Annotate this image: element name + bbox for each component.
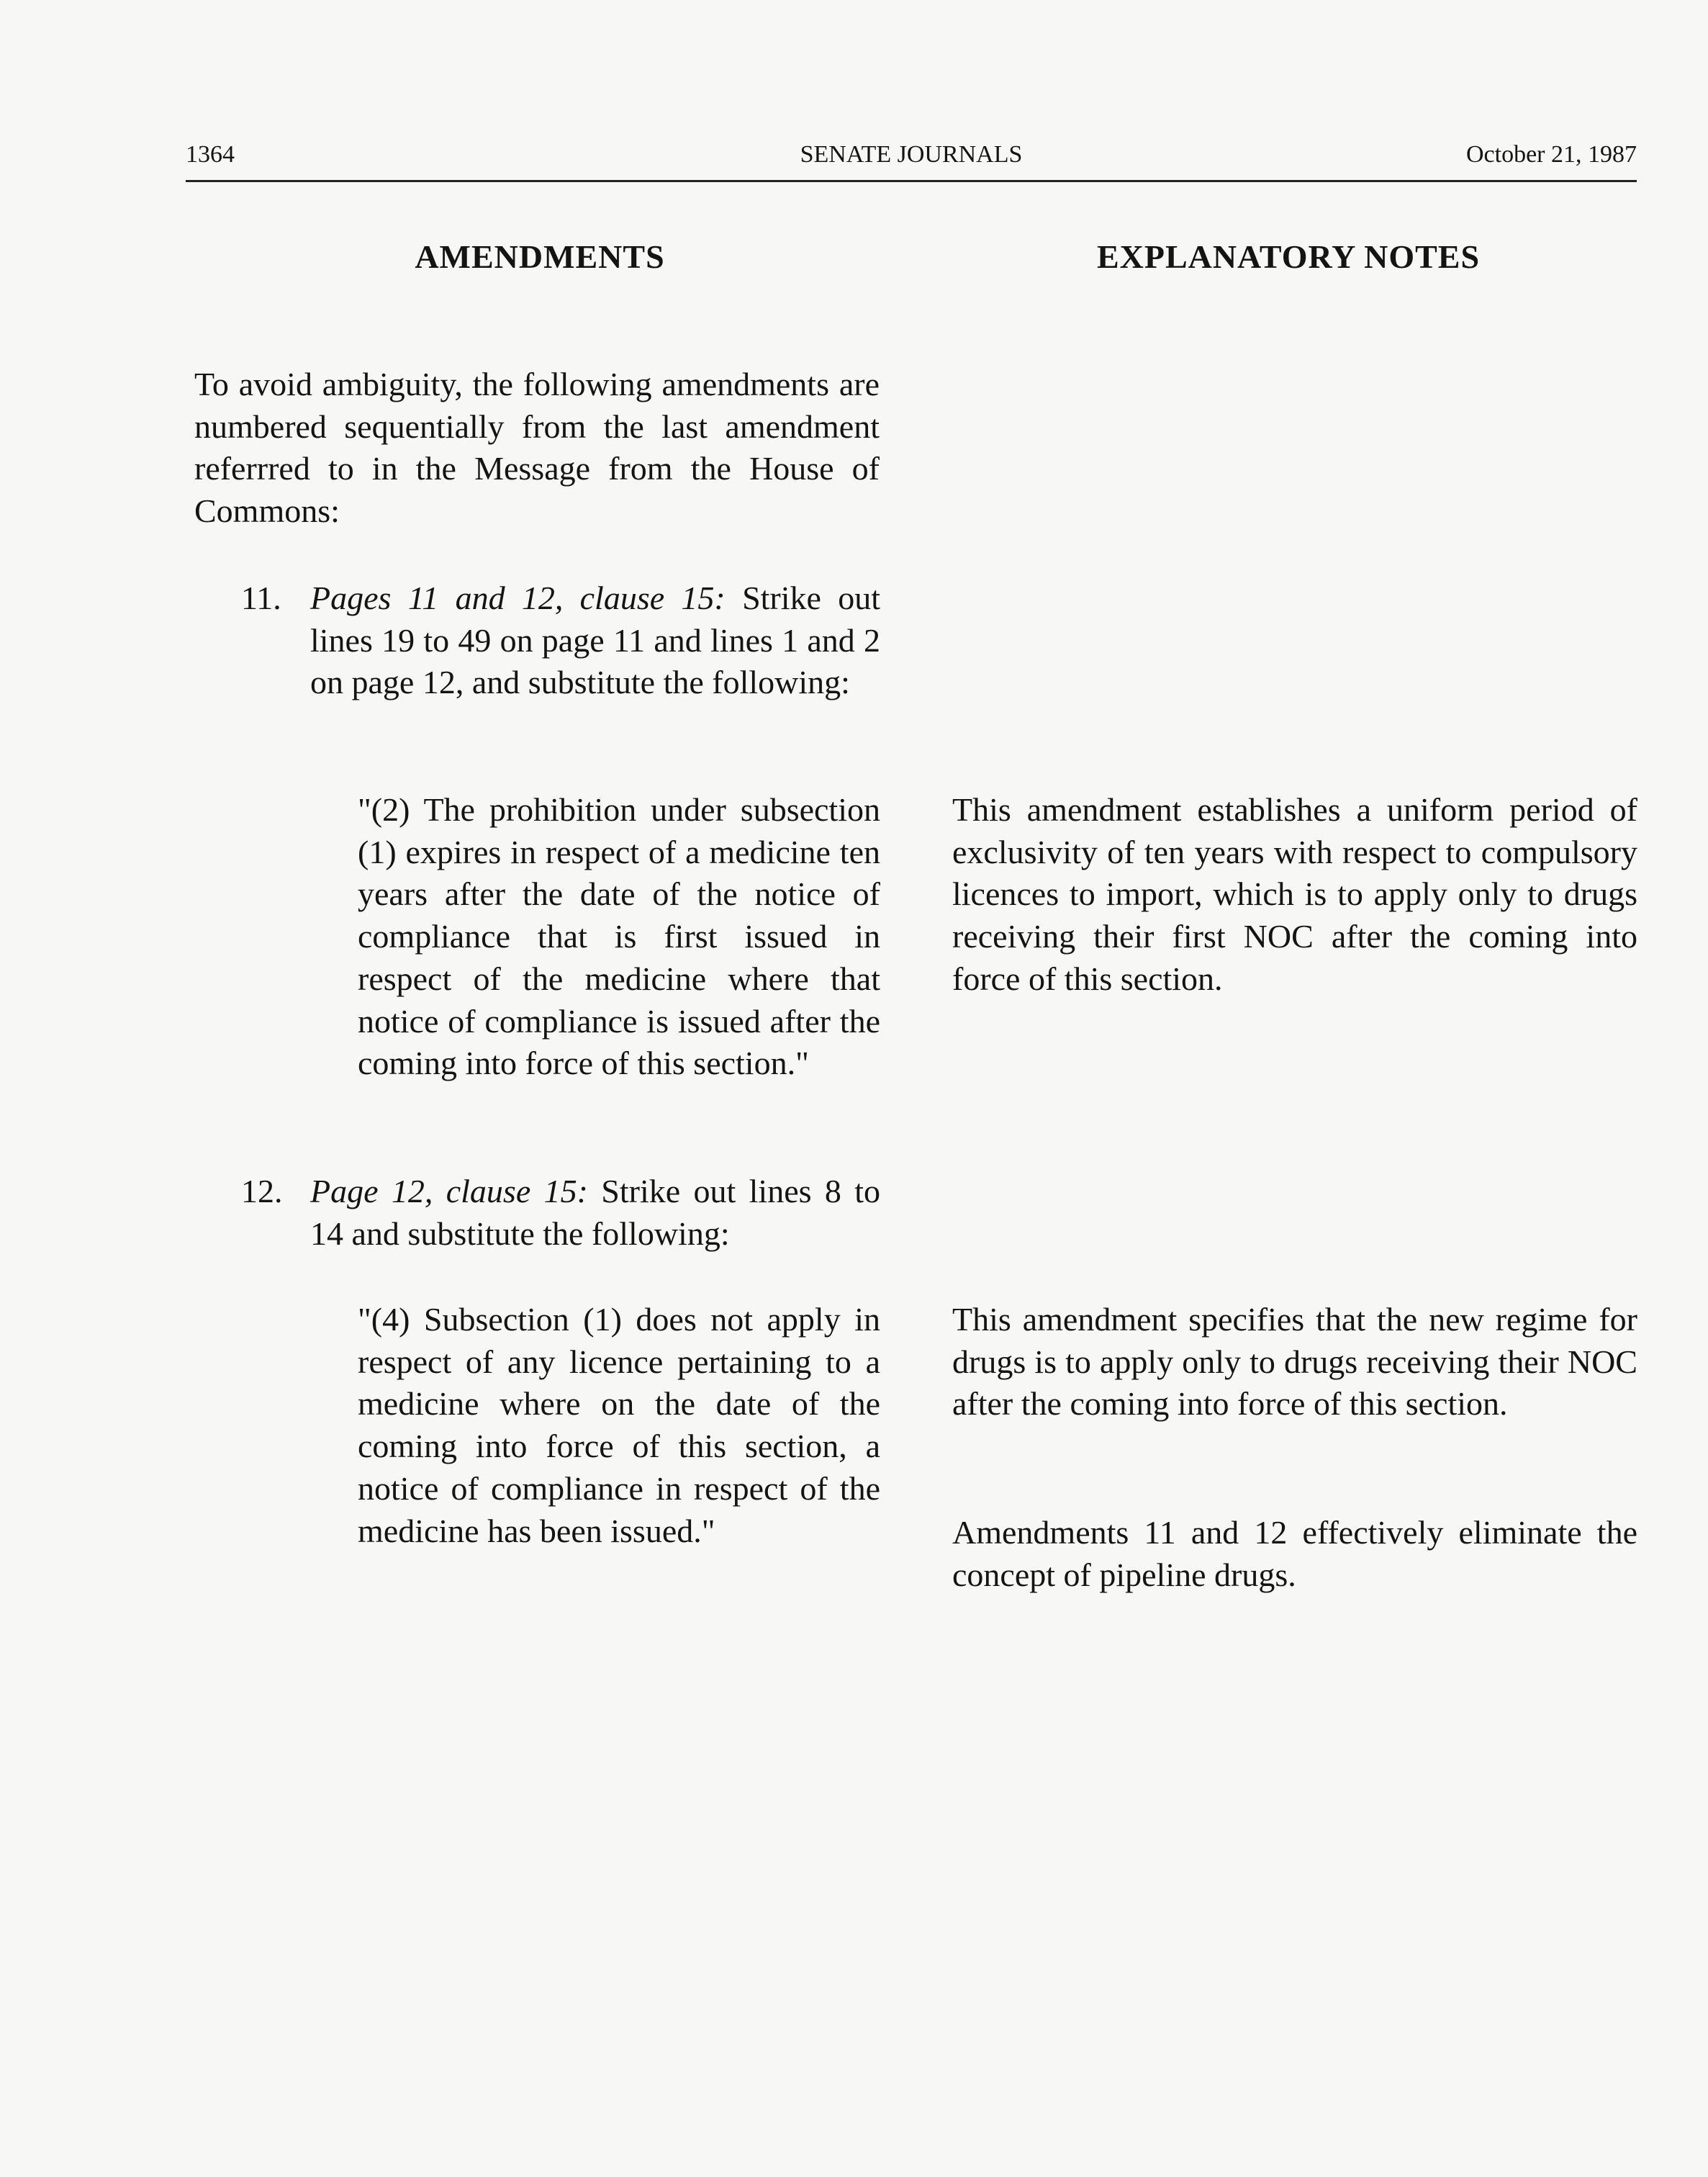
amendment-12-note: This amendment specifies that the new regime for drugs is to apply only to drugs receiving their NOC after the coming into force of this section. <box>952 1301 1637 1423</box>
amendment-11-reference: Pages 11 and 12, clause 15: <box>310 580 726 616</box>
intro-paragraph: To avoid ambiguity, the following amendments are numbered sequentially from the last amendment referrred to in the Message from the House of Commons: <box>194 366 880 530</box>
page-header <box>186 141 1637 182</box>
amendment-12-quoted-text: "(4) Subsection (1) does not apply in respect of any licence pertaining to a medicine where on the date of the coming into force of this section, a notice of compliance in respect of the medicine has been issued." <box>358 1301 880 1549</box>
amendment-11-number: 11. <box>241 580 281 616</box>
closing-note: Amendments 11 and 12 effectively eliminate the concept of pipeline drugs. <box>952 1514 1637 1593</box>
amendment-12-instruction: Strike out lines 8 to 14 and substitute the following: <box>310 1173 880 1252</box>
amendment-12-reference: Page 12, clause 15: <box>310 1173 588 1209</box>
explanatory-notes-heading: EXPLANATORY NOTES <box>1096 238 1481 275</box>
journal-date: October 21, 1987 <box>1465 141 1637 168</box>
journal-title: SENATE JOURNALS <box>800 141 1023 168</box>
amendment-11-instruction-block <box>310 577 880 704</box>
amendment-11-note: This amendment establishes a uniform period of exclusivity of ten years with respect to compulsory licences to import, which is to apply only to drugs receiving their first NOC after the coming into force of this section. <box>952 791 1637 997</box>
amendment-11-quoted-text: "(2) The prohibition under subsection (1) expires in respect of a medicine ten years after the date of the notice of compliance that is first issued in respect of the medicine where that notice of compliance is issued after the coming into force of this section." <box>358 791 880 1082</box>
amendment-12-number: 12. <box>241 1173 283 1209</box>
page-number: 1364 <box>186 141 235 168</box>
amendment-11-instruction: Strike out lines 19 to 49 on page 11 and lines 1 and 2 on page 12, and substitute the following: <box>310 580 881 701</box>
amendment-12-instruction-block <box>310 1171 880 1255</box>
amendments-heading: AMENDMENTS <box>415 238 665 275</box>
